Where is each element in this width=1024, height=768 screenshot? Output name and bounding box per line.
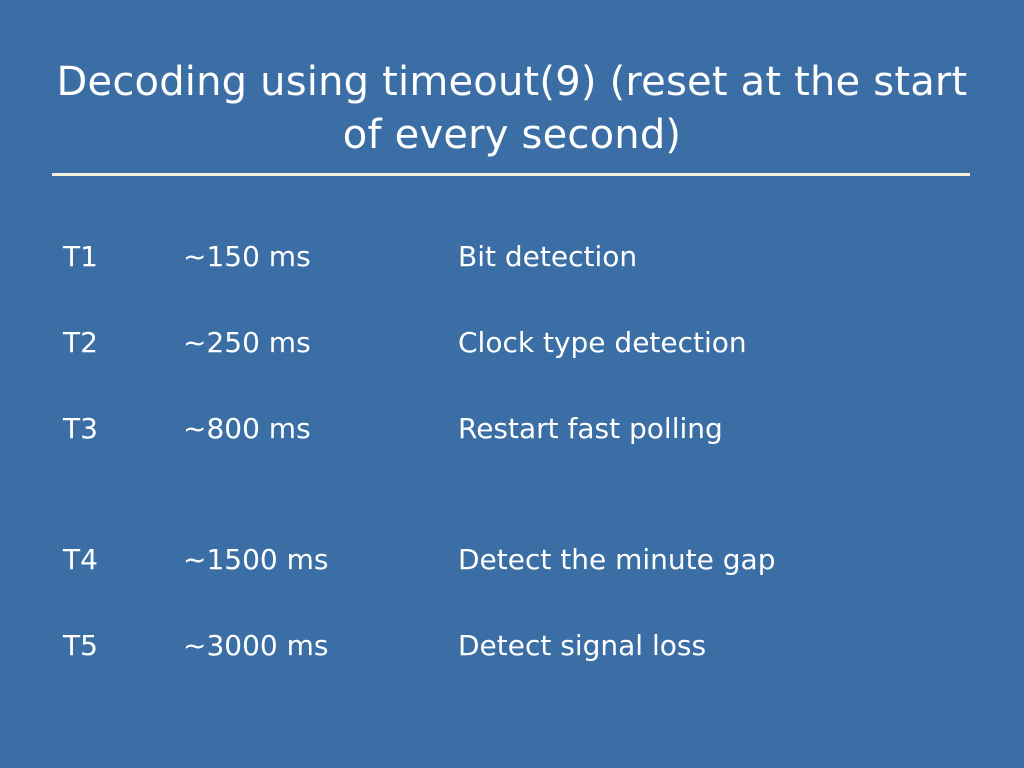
row-time: ~150 ms xyxy=(183,240,311,273)
row-time: ~800 ms xyxy=(183,412,311,445)
timeout-table xyxy=(0,214,1024,689)
table-row xyxy=(0,603,1024,689)
row-tag: T3 xyxy=(63,412,98,445)
row-description: Restart fast polling xyxy=(458,412,723,445)
row-tag: T4 xyxy=(63,543,98,576)
row-tag: T5 xyxy=(63,629,98,662)
table-row xyxy=(0,386,1024,472)
row-description: Clock type detection xyxy=(458,326,747,359)
table-row xyxy=(0,300,1024,386)
row-description: Bit detection xyxy=(458,240,638,273)
row-time: ~1500 ms xyxy=(183,543,329,576)
title-divider xyxy=(52,173,970,176)
table-row xyxy=(0,214,1024,300)
slide-title: Decoding using timeout(9) (reset at the start of every second) xyxy=(56,59,968,159)
row-description: Detect signal loss xyxy=(458,629,707,662)
row-description: Detect the minute gap xyxy=(458,543,776,576)
table-row xyxy=(0,517,1024,603)
row-time: ~3000 ms xyxy=(183,629,329,662)
row-tag: T1 xyxy=(63,240,98,273)
row-tag: T2 xyxy=(63,326,98,359)
row-time: ~250 ms xyxy=(183,326,311,359)
